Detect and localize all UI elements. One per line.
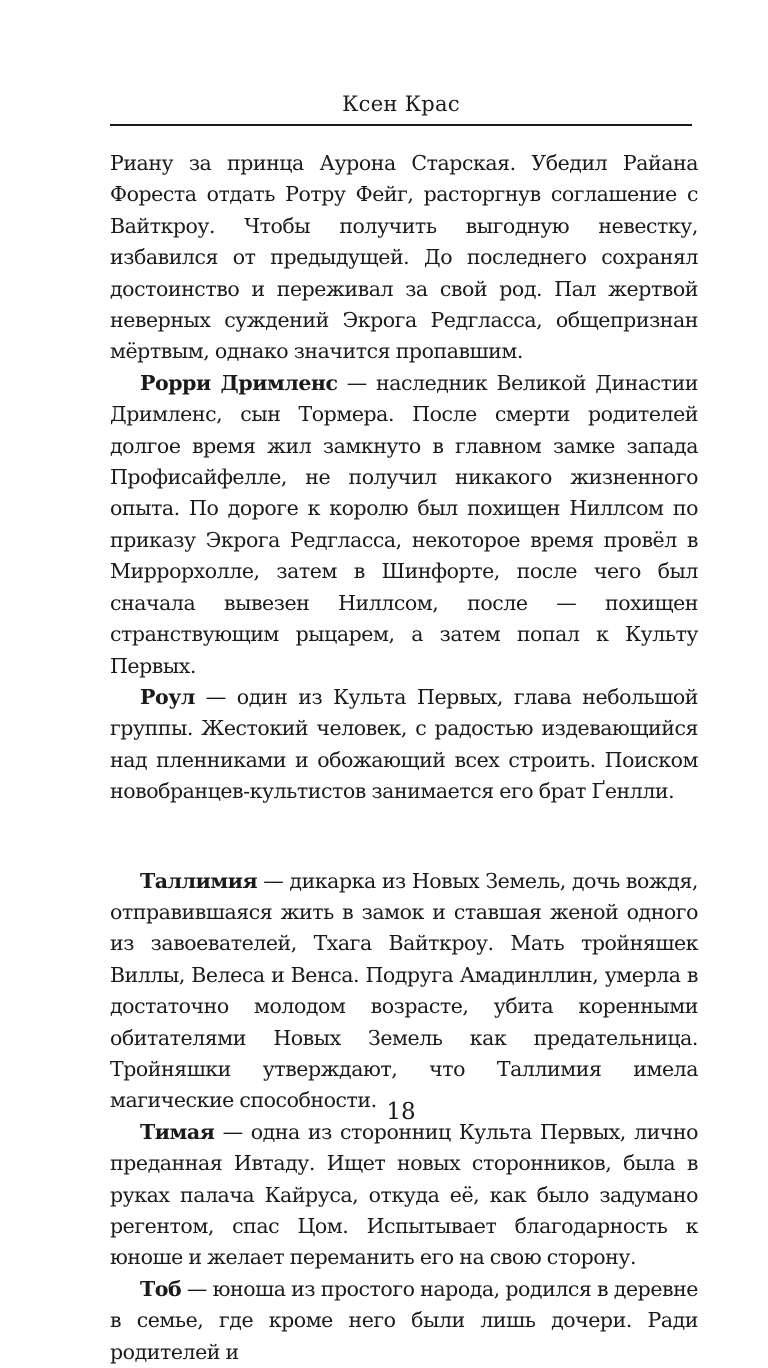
entry-roul <box>110 682 698 808</box>
entry-text: — дикарка из Новых Земель, дочь вождя, отправившаяся жить в замок и ставшая женой одного из завоевателей, Тхага Вайткроу. Мать тройняшек Виллы, Велеса и Венса. Подруга Амадинллин, умерла в достаточно молодом возрасте, убита коренными обитателями Новых Земель как предательница. Тройняшки утверждают, что Таллимия имела магические способности. <box>110 868 698 1113</box>
paragraph-continuation <box>110 148 698 368</box>
entry-rorri-drimlens <box>110 368 698 682</box>
entry-name: Роул <box>140 684 195 709</box>
entry-tob <box>110 1274 698 1368</box>
entry-text: — один из Культа Первых, глава небольшой группы. Жестокий человек, с радостью издевающийся над пленниками и обожающий всех строить. Поиском новобранцев-культистов занимается его брат Ґенлли. <box>110 684 698 804</box>
paragraph-text: Риану за принца Аурона Старская. Убедил Райана Фореста отдать Ротру Фейг, расторгнув соглашение с Вайткроу. Чтобы получить выгодную невестку, избавился от предыдущей. До последнего сохранял достоинство и переживал за свой род. Пал жертвой неверных суждений Экрога Редгласса, общепризнан мёртвым, однако значится пропавшим. <box>110 151 698 364</box>
page-number: 18 <box>386 1099 416 1125</box>
entry-text: — одна из сторонниц Культа Первых, лично преданная Ивтаду. Ищет новых сторонников, была в руках палача Кайруса, откуда её, как было задумано регентом, спас Цом. Испытывает благодарность к юноше и желает переманить его на свою сторону. <box>110 1119 698 1270</box>
entry-name: Таллимия <box>140 868 258 893</box>
entry-text: — наследник Великой Династии Дримленс, сын Тормера. После смерти родителей долгое время жил замкнуто в главном замке запада Профисайфелле, не получил никакого жизненного опыта. По дороге к королю был похищен Ниллсом по приказу Экрога Редгласса, некоторое время провёл в Миррорхолле, затем в Шинфорте, после чего был сначала вывезен Ниллсом, после — похищен странствующим рыцарем, а затем попал к Культу Первых. <box>110 370 698 678</box>
entry-timaya <box>110 1117 698 1274</box>
entry-name: Рорри Дримленс <box>140 370 338 395</box>
entry-tallimiya <box>110 866 698 1117</box>
entry-name: Тоб <box>140 1276 182 1301</box>
running-header: Ксен Крас <box>342 92 460 116</box>
entry-text: — юноша из простого народа, родился в деревне в семье, где кроме него были лишь дочери. Ради родителей и <box>110 1276 698 1364</box>
entry-name: Тимая <box>140 1119 215 1144</box>
header-rule <box>110 124 692 126</box>
page-body <box>110 148 698 1368</box>
